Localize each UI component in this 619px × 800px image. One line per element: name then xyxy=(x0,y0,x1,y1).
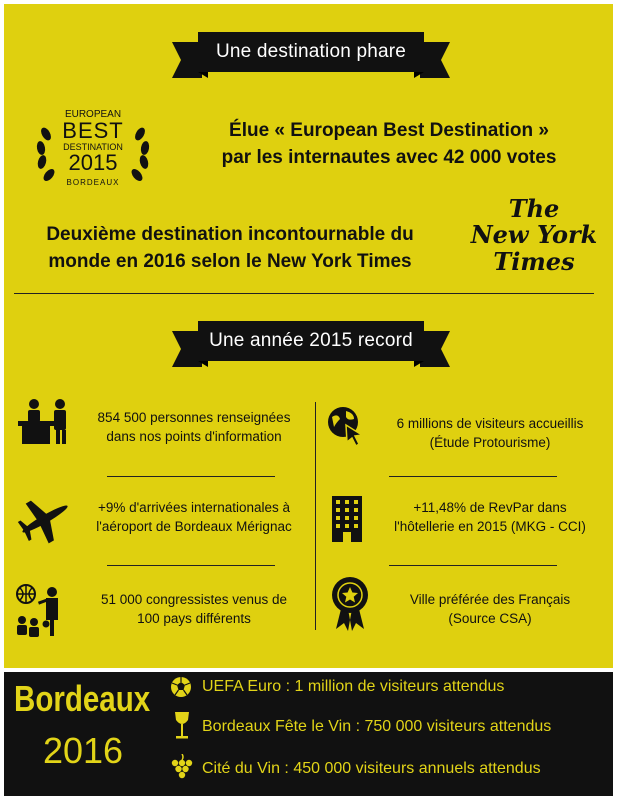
globe-cursor-icon xyxy=(326,405,366,449)
nyt-line2: monde en 2016 selon le New York Times xyxy=(48,251,412,272)
event-text: UEFA Euro : 1 million de visiteurs attendus xyxy=(202,678,505,695)
badge-european: EUROPEAN xyxy=(64,109,122,120)
nyt-line1: Deuxième destination incontournable du xyxy=(46,224,414,245)
event-text: Cité du Vin : 450 000 visiteurs annuels attendus xyxy=(202,760,541,777)
new-york-times-logo: The New York Times xyxy=(470,194,598,276)
reception-desk-icon xyxy=(16,397,74,445)
badge-year: 2015 xyxy=(68,150,118,175)
badge-bordeaux: BORDEAUX xyxy=(66,178,120,187)
yellow-panel xyxy=(4,4,613,668)
banner-destination xyxy=(182,32,440,72)
badge-destination: DESTINATION xyxy=(63,142,123,152)
european-best-destination-badge xyxy=(32,104,154,202)
year-title: 2016 xyxy=(42,730,124,771)
stat-text: +9% d'arrivées internationales à l'aéroport de Bordeaux Mérignac xyxy=(96,500,292,534)
stat-text: 51 000 congressistes venus de 100 pays différents xyxy=(100,592,288,626)
banner-record xyxy=(182,321,440,361)
hotel-building-icon xyxy=(330,494,364,544)
badge-best: BEST xyxy=(62,118,124,143)
congress-speaker-icon xyxy=(14,582,74,638)
grapes-icon xyxy=(170,754,194,780)
divider xyxy=(14,293,594,294)
banner-title: Une destination phare xyxy=(198,32,424,72)
airplane-icon xyxy=(16,494,74,544)
bordeaux-2016-panel xyxy=(4,672,613,796)
soccer-ball-icon xyxy=(170,676,192,698)
wine-glass-icon xyxy=(172,710,192,740)
stat-text: 854 500 personnes renseignées dans nos points d'information xyxy=(97,410,291,444)
elected-line1: Élue « European Best Destination » xyxy=(229,120,549,141)
city-title: Bordeaux xyxy=(14,678,151,719)
column-divider xyxy=(315,402,316,630)
stat-text: Ville préférée des Français (Source CSA) xyxy=(409,592,571,626)
award-rosette-icon xyxy=(330,575,370,631)
ribbon-tail-right xyxy=(420,42,450,78)
stat-text: 6 millions de visiteurs accueillis (Étude Protourisme) xyxy=(396,416,584,450)
event-text: Bordeaux Fête le Vin : 750 000 visiteurs attendus xyxy=(202,718,552,735)
elected-line2: par les internautes avec 42 000 votes xyxy=(221,147,557,168)
stat-text: +11,48% de RevPar dans l'hôtellerie en 2015 (MKG - CCI) xyxy=(394,500,586,534)
banner-title: Une année 2015 record xyxy=(198,321,424,361)
